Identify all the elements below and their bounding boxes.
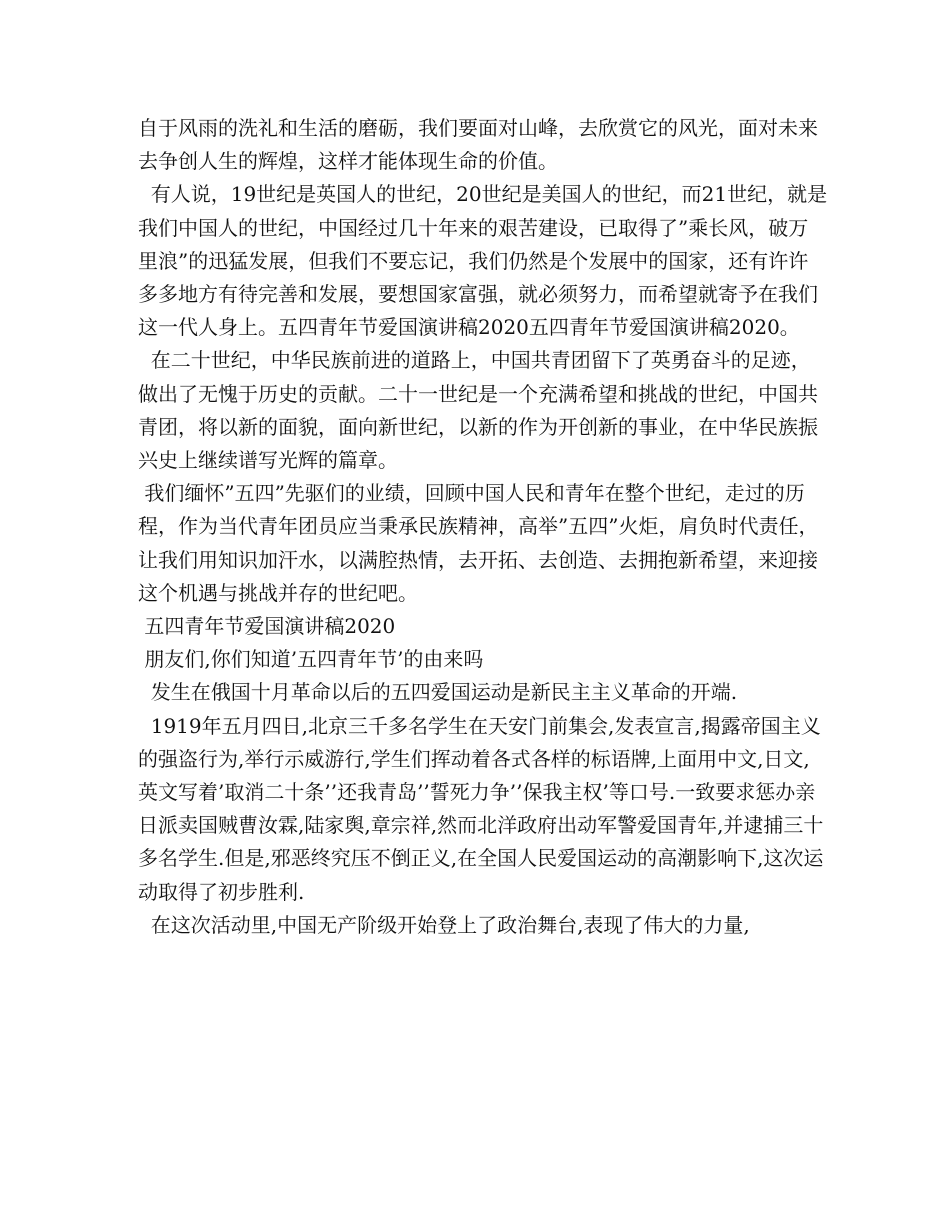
paragraph-4: 我们缅怀”五四”先驱们的业绩，回顾中国人民和青年在整个世纪，走过的历程，作为当代青年团员应当秉承民族精神，高举”五四”火炬，肩负时代责任，让我们用知识加汗水，以满腔热情，去开拓、去创造、去拥抱新希望，来迎接这个机遇与挑战并存的世纪吧。 <box>138 481 819 605</box>
paragraph-2: 有人说，19世纪是英国人的世纪，20世纪是美国人的世纪，而21世纪，就是我们中国人的世纪，中国经过几十年来的艰苦建设，已取得了”乘长风，破万里浪”的迅猛发展，但我们不要忘记，我们仍然是个发展中的国家，还有许许多多地方有待完善和发展，要想国家富强，就必须努力，而希望就寄予在我们这一代人身上。五四青年节爱国演讲稿2020五四青年节爱国演讲稿2020。 <box>138 182 828 340</box>
paragraph-1: 自于风雨的洗礼和生活的磨砺，我们要面对山峰，去欣赏它的风光，面对未来去争创人生的辉煌，这样才能体现生命的价值。 <box>138 116 818 174</box>
paragraph-8: 在这次活动里,中国无产阶级开始登上了政治舞台,表现了伟大的力量, <box>138 912 750 937</box>
paragraph-7: 1919年五月四日,北京三千多名学生在天安门前集会,发表宣言,揭露帝国主义的强盗行为,举行示威游行,学生们挥动着各式各样的标语牌,上面用中文,日文,英文写着’取消二十条’’还我青岛’’誓死力争’’保我主权’等口号.一致要求惩办亲日派卖国贼曹汝霖,陆家舆,章宗祥,然而北洋政府出动军警爱国青年,并逮捕三十多名学生.但是,邪恶终究压不倒正义,在全国人民爱国运动的高潮影响下,这次运动取得了初步胜利. <box>138 713 824 904</box>
paragraph-3: 在二十世纪，中华民族前进的道路上，中国共青团留下了英勇奋斗的足迹，做出了无愧于历史的贡献。二十一世纪是一个充满希望和挑战的世纪，中国共青团，将以新的面貌，面向新世纪，以新的作为开创新的事业，在中华民族振兴史上继续谱写光辉的篇章。 <box>138 348 818 473</box>
paragraph-5: 朋友们,你们知道’五四青年节’的由来吗 <box>138 647 484 672</box>
section-heading: 五四青年节爱国演讲稿2020 <box>138 614 396 639</box>
paragraph-6: 发生在俄国十月革命以后的五四爱国运动是新民主主义革命的开端. <box>138 680 738 705</box>
document-body <box>138 112 828 942</box>
